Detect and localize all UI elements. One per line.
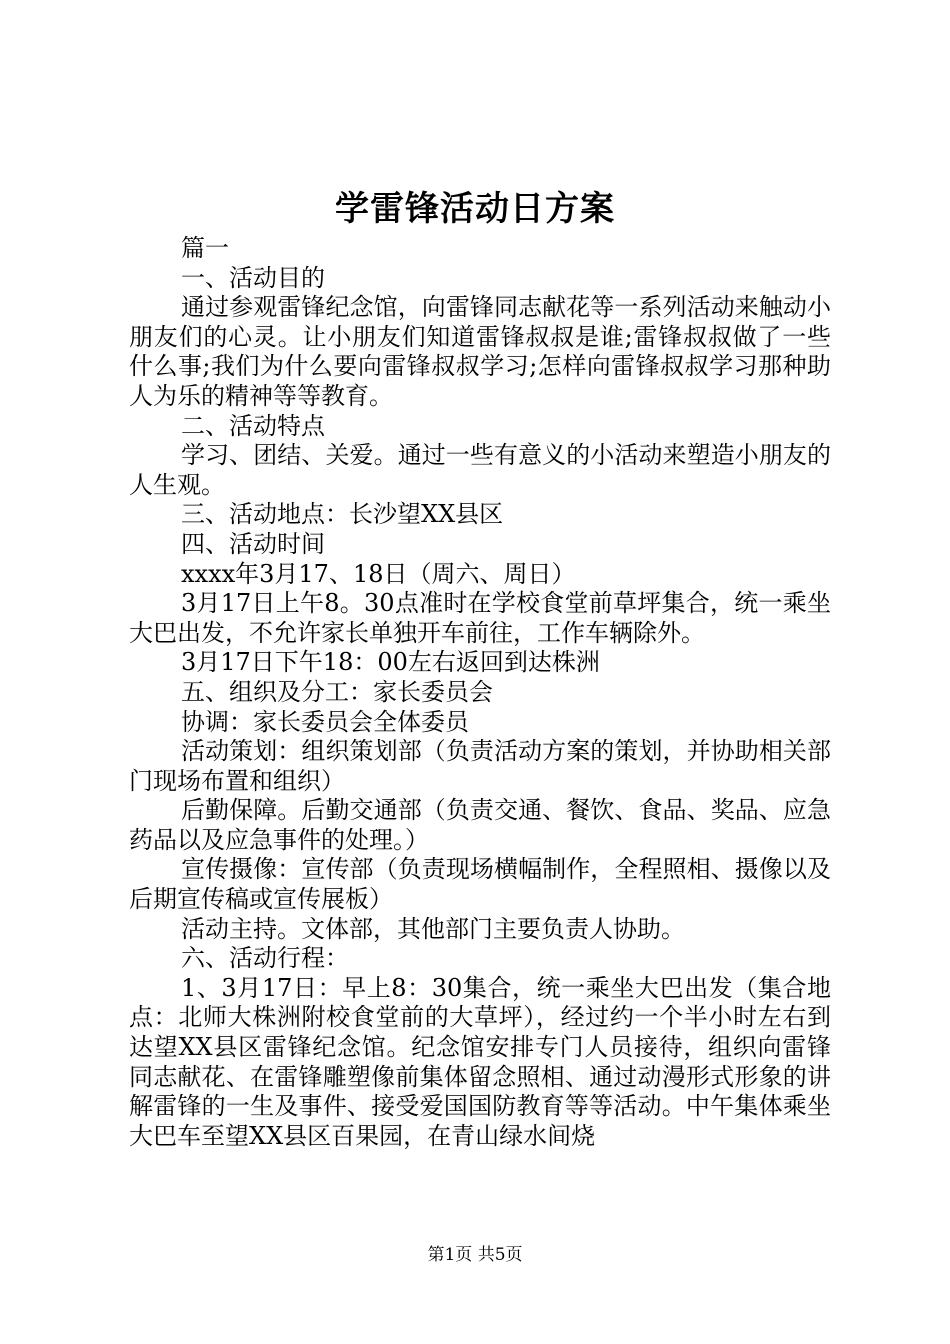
- paragraph-coordination: 协调：家长委员会全体委员: [181, 707, 469, 736]
- paragraph-hosting: 活动主持。文体部，其他部门主要负责人协助。: [181, 914, 685, 943]
- paragraph-features: 学习、团结、关爱。通过一些有意义的小活动来塑造小朋友的人生观。: [129, 441, 831, 499]
- paragraph-assembly: 3月17日上午8。30点准时在学校食堂前草坪集合，统一乘坐大巴出发，不允许家长单独开车前往，工作车辆除外。: [129, 589, 831, 647]
- heading-activity-purpose: 一、活动目的: [181, 263, 325, 292]
- heading-organization: 五、组织及分工：家长委员会: [181, 677, 493, 706]
- paragraph-section-label: 篇一: [181, 234, 229, 262]
- paragraph-dates: xxxx年3月17、18日（周六、周日）: [181, 559, 576, 588]
- document-title: 学雷锋活动日方案: [335, 189, 615, 229]
- page-footer: 第1页 共5页: [427, 1245, 523, 1265]
- document-body: [129, 234, 831, 1151]
- paragraph-return: 3月17日下午18：00左右返回到达株洲: [181, 648, 600, 677]
- heading-activity-time: 四、活动时间: [181, 529, 325, 558]
- paragraph-itinerary-day1: 1、3月17日：早上8：30集合，统一乘坐大巴出发（集合地点：北师大株洲附校食堂前的大草坪），经过约一个半小时左右到达望XX县区雷锋纪念馆。纪念馆安排专门人员接待，组织向雷锋同志献花、在雷锋雕塑像前集体留念照相、通过动漫形式形象的讲解雷锋的一生及事件、接受爱国国防教育等等活动。中午集体乘坐大巴车至望XX县区百果园，在青山绿水间烧: [129, 973, 831, 1150]
- paragraph-logistics: 后勤保障。后勤交通部（负责交通、餐饮、食品、奖品、应急药品以及应急事件的处理。）: [129, 796, 831, 854]
- paragraph-publicity: 宣传摄像：宣传部（负责现场横幅制作，全程照相、摄像以及后期宣传稿或宣传展板）: [129, 855, 831, 914]
- paragraph-planning: 活动策划：组织策划部（负责活动方案的策划，并协助相关部门现场布置和组织）: [129, 737, 831, 795]
- heading-activity-location: 三、活动地点：长沙望XX县区: [181, 500, 504, 529]
- paragraph-purpose: 通过参观雷锋纪念馆，向雷锋同志献花等一系列活动来触动小朋友们的心灵。让小朋友们知道雷锋叔叔是谁;雷锋叔叔做了一些什么事;我们为什么要向雷锋叔叔学习;怎样向雷锋叔叔学习那种助人为乐的精神等等教育。: [129, 293, 831, 410]
- heading-itinerary: 六、活动行程：: [181, 944, 349, 973]
- heading-activity-features: 二、活动特点: [181, 411, 325, 440]
